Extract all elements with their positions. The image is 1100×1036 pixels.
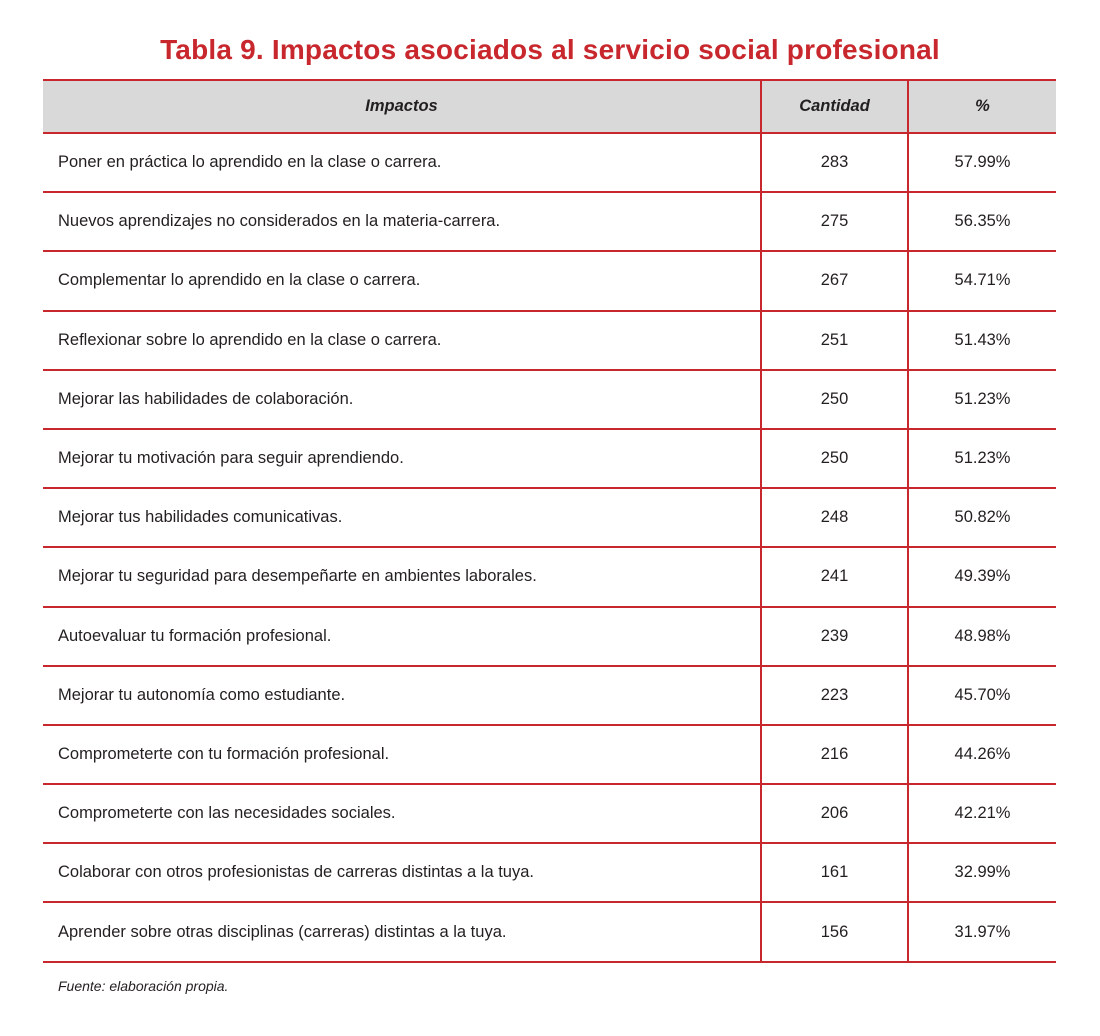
- count-cell: 248: [761, 488, 908, 547]
- table-row: [43, 133, 1056, 192]
- impact-cell: Complementar lo aprendido en la clase o carrera.: [43, 251, 761, 310]
- impact-cell: Comprometerte con las necesidades sociales.: [43, 784, 761, 843]
- impact-cell: Autoevaluar tu formación profesional.: [43, 607, 761, 666]
- count-cell: 239: [761, 607, 908, 666]
- table-title: Tabla 9. Impactos asociados al servicio social profesional: [160, 34, 940, 65]
- table-row: [43, 784, 1056, 843]
- column-header-percent: %: [908, 80, 1056, 133]
- percent-cell: 44.26%: [908, 725, 1056, 784]
- percent-cell: 48.98%: [908, 607, 1056, 666]
- impact-cell: Mejorar tus habilidades comunicativas.: [43, 488, 761, 547]
- impact-cell: Nuevos aprendizajes no considerados en la materia-carrera.: [43, 192, 761, 251]
- count-cell: 161: [761, 843, 908, 902]
- impact-cell: Mejorar las habilidades de colaboración.: [43, 370, 761, 429]
- impact-cell: Colaborar con otros profesionistas de carreras distintas a la tuya.: [43, 843, 761, 902]
- table-row: [43, 725, 1056, 784]
- impact-cell: Comprometerte con tu formación profesional.: [43, 725, 761, 784]
- table-row: [43, 666, 1056, 725]
- percent-cell: 50.82%: [908, 488, 1056, 547]
- impact-cell: Mejorar tu motivación para seguir aprendiendo.: [43, 429, 761, 488]
- percent-cell: 49.39%: [908, 547, 1056, 606]
- table-row: [43, 607, 1056, 666]
- impact-cell: Reflexionar sobre lo aprendido en la clase o carrera.: [43, 311, 761, 370]
- percent-cell: 51.23%: [908, 370, 1056, 429]
- count-cell: 223: [761, 666, 908, 725]
- percent-cell: 42.21%: [908, 784, 1056, 843]
- percent-cell: 51.23%: [908, 429, 1056, 488]
- impacts-table: [43, 79, 1056, 963]
- count-cell: 251: [761, 311, 908, 370]
- impact-cell: Poner en práctica lo aprendido en la clase o carrera.: [43, 133, 761, 192]
- impact-cell: Aprender sobre otras disciplinas (carreras) distintas a la tuya.: [43, 902, 761, 961]
- count-cell: 275: [761, 192, 908, 251]
- count-cell: 250: [761, 370, 908, 429]
- count-cell: 156: [761, 902, 908, 961]
- table-row: [43, 370, 1056, 429]
- table-row: [43, 311, 1056, 370]
- table-body: [43, 133, 1056, 962]
- table-row: [43, 251, 1056, 310]
- count-cell: 250: [761, 429, 908, 488]
- table-row: [43, 429, 1056, 488]
- source-note: Fuente: elaboración propia.: [58, 978, 229, 994]
- table-row: [43, 902, 1056, 961]
- percent-cell: 54.71%: [908, 251, 1056, 310]
- table-row: [43, 192, 1056, 251]
- percent-cell: 51.43%: [908, 311, 1056, 370]
- percent-cell: 31.97%: [908, 902, 1056, 961]
- table-row: [43, 488, 1056, 547]
- percent-cell: 56.35%: [908, 192, 1056, 251]
- count-cell: 216: [761, 725, 908, 784]
- count-cell: 267: [761, 251, 908, 310]
- count-cell: 206: [761, 784, 908, 843]
- column-header-impact: Impactos: [43, 80, 761, 133]
- table-row: [43, 547, 1056, 606]
- percent-cell: 32.99%: [908, 843, 1056, 902]
- table-row: [43, 843, 1056, 902]
- percent-cell: 45.70%: [908, 666, 1056, 725]
- percent-cell: 57.99%: [908, 133, 1056, 192]
- count-cell: 241: [761, 547, 908, 606]
- table-header-row: [43, 80, 1056, 133]
- column-header-count: Cantidad: [761, 80, 908, 133]
- impact-cell: Mejorar tu seguridad para desempeñarte en ambientes laborales.: [43, 547, 761, 606]
- count-cell: 283: [761, 133, 908, 192]
- impact-cell: Mejorar tu autonomía como estudiante.: [43, 666, 761, 725]
